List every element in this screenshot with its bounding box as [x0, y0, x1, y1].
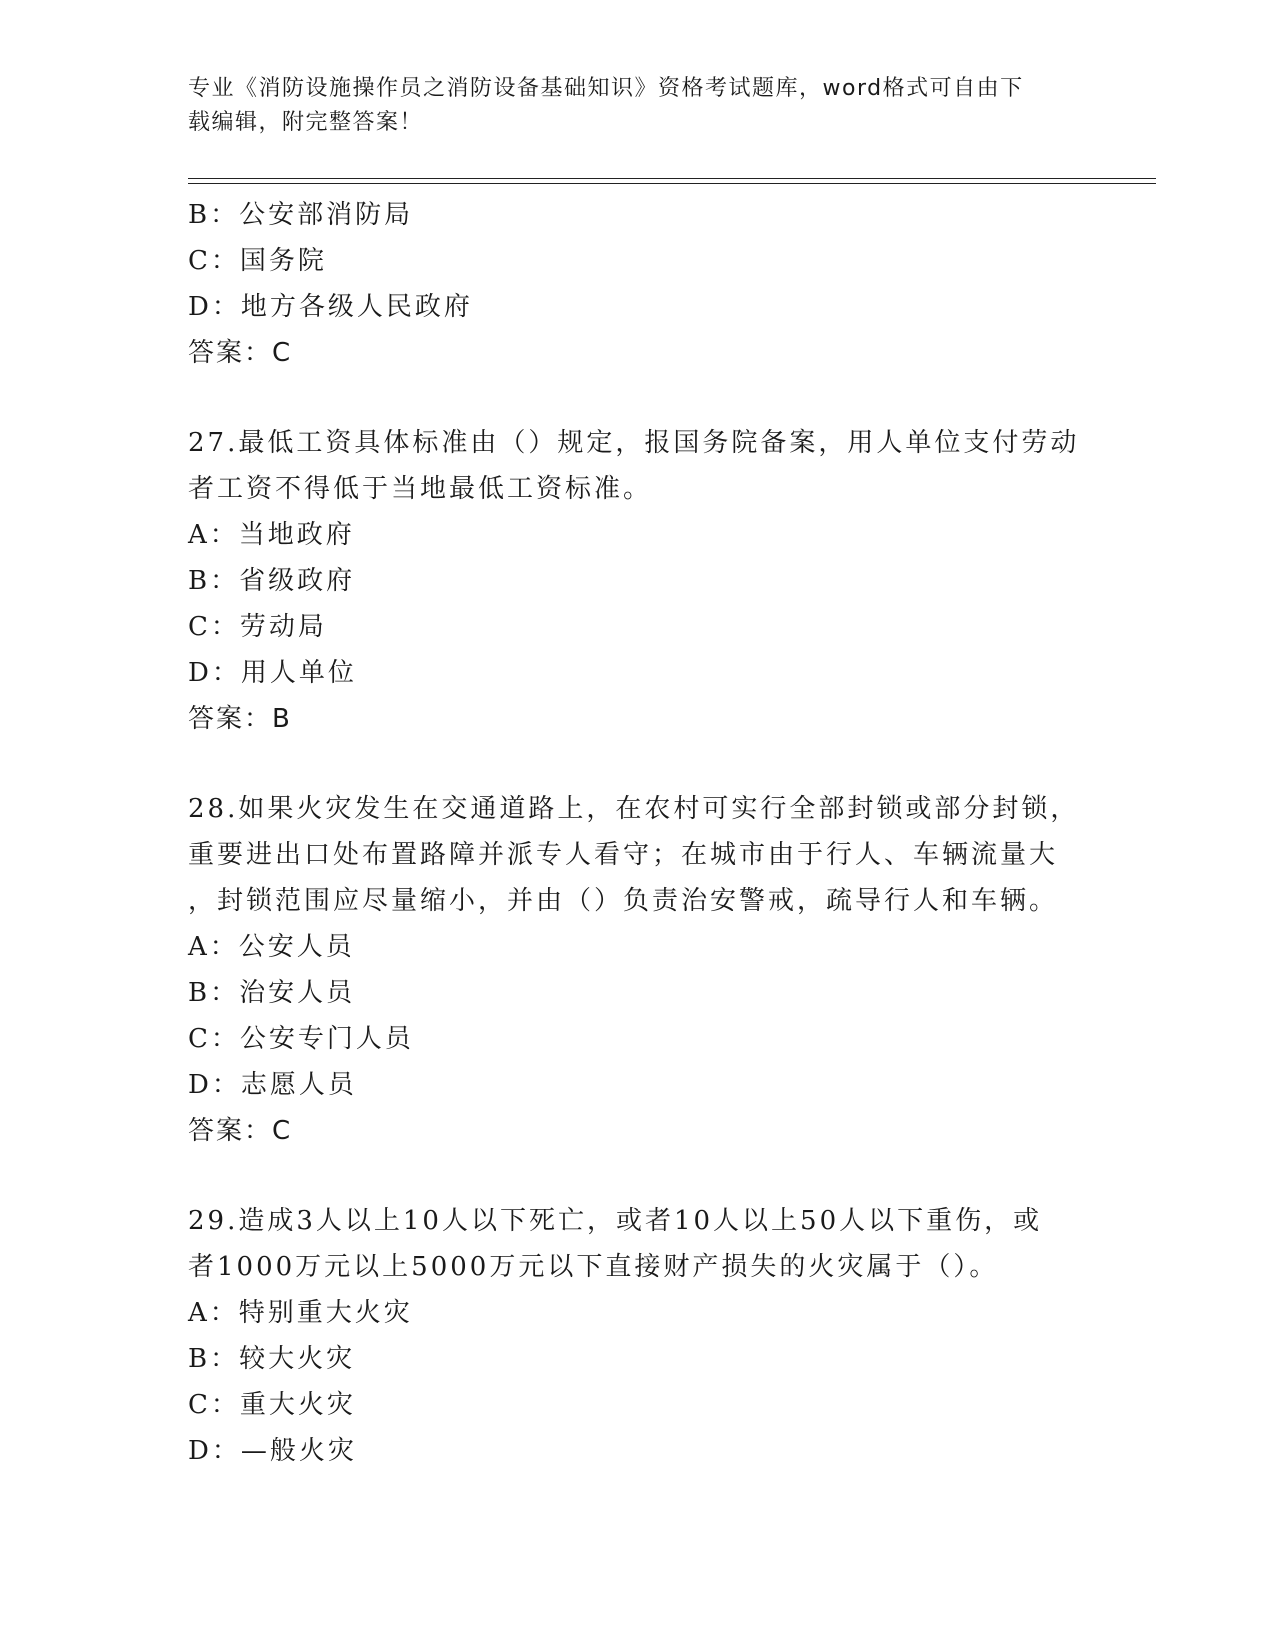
- question-stem: 27.最低工资具体标准由（）规定，报国务院备案，用人单位支付劳动: [188, 428, 1080, 458]
- question-stem: 者工资不得低于当地最低工资标准。: [188, 474, 653, 504]
- question-27: [188, 420, 1080, 742]
- question-stem: ，封锁范围应尽量缩小，并由（）负责治安警戒，疏导行人和车辆。: [188, 886, 1059, 916]
- option-c: C：劳动局: [188, 612, 327, 642]
- header-rule-bottom: [188, 183, 1156, 184]
- answer: 答案：B: [188, 704, 292, 734]
- question-list: [188, 192, 1080, 1474]
- option-d: D：志愿人员: [188, 1070, 357, 1100]
- question-28: [188, 786, 1080, 1154]
- option-c: C：国务院: [188, 246, 327, 276]
- question-stem: 重要进出口处布置路障并派专人看守；在城市由于行人、车辆流量大: [188, 840, 1059, 870]
- option-d: D：—般火灾: [188, 1436, 357, 1466]
- question-26-fragment: [188, 192, 1068, 376]
- option-d: D：用人单位: [188, 658, 357, 688]
- header-rule-top: [188, 178, 1156, 179]
- question-29: [188, 1198, 1068, 1474]
- option-a: A：公安人员: [188, 932, 355, 962]
- option-d: D：地方各级人民政府: [188, 292, 473, 322]
- option-b: B：较大火灾: [188, 1344, 356, 1374]
- header-line-1: 专业《消防设施操作员之消防设备基础知识》资格考试题库，word格式可自由下: [188, 76, 1024, 101]
- document-header: [188, 72, 1068, 140]
- question-stem: 29.造成3人以上10人以下死亡，或者10人以上50人以下重伤，或: [188, 1206, 1043, 1236]
- option-b: B：治安人员: [188, 978, 356, 1008]
- header-line-2: 载编辑，附完整答案！: [188, 110, 424, 135]
- option-c: C：重大火灾: [188, 1390, 356, 1420]
- option-b: B：省级政府: [188, 566, 356, 596]
- option-b: B：公安部消防局: [188, 200, 414, 230]
- question-stem: 28.如果火灾发生在交通道路上，在农村可实行全部封锁或部分封锁，: [188, 794, 1080, 824]
- option-a: A：当地政府: [188, 520, 355, 550]
- question-stem: 者1000万元以上5000万元以下直接财产损失的火灾属于（）。: [188, 1252, 999, 1282]
- answer: 答案：C: [188, 1116, 293, 1146]
- option-a: A：特别重大火灾: [188, 1298, 413, 1328]
- answer: 答案：C: [188, 338, 293, 368]
- option-c: C：公安专门人员: [188, 1024, 414, 1054]
